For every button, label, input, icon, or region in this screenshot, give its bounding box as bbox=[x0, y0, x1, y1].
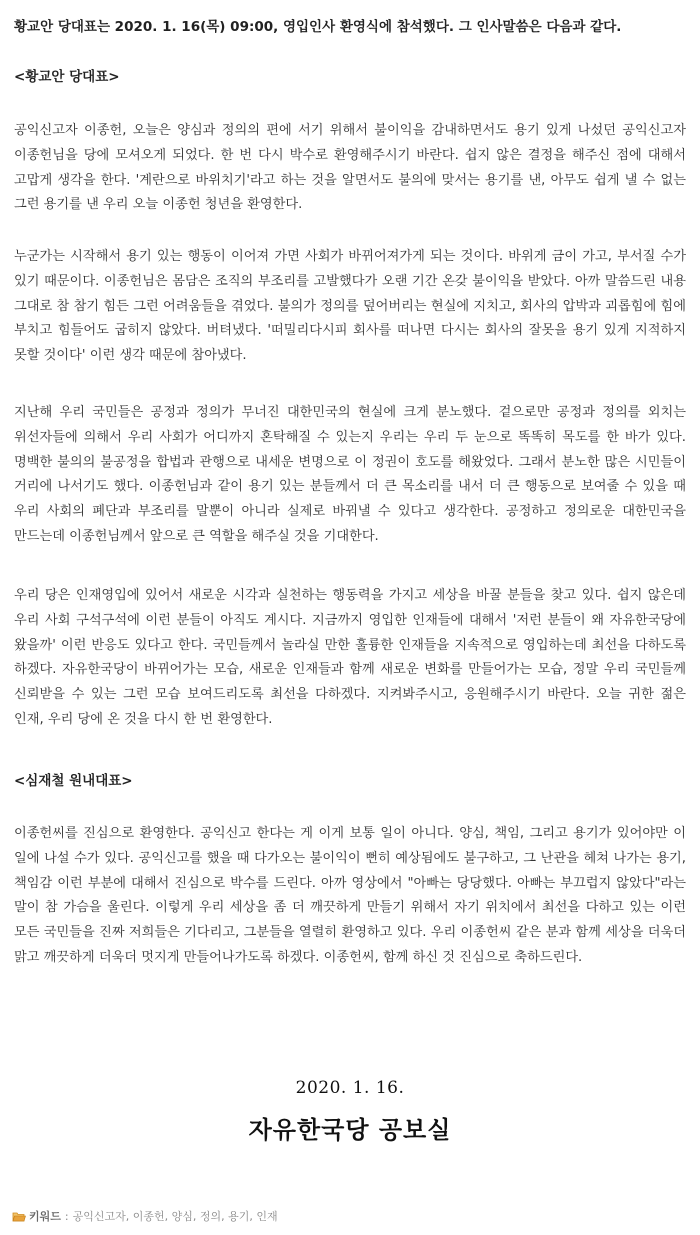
intro-sentence: 황교안 당대표는 2020. 1. 16(목) 09:00, 영입인사 환영식에 참석했다. 그 인사말씀은 다음과 같다. bbox=[14, 19, 622, 35]
issuing-organization: 자유한국당 공보실 bbox=[248, 1116, 452, 1144]
keywords-label: 키워드 bbox=[29, 1210, 61, 1223]
party-leader-paragraph-2: 누군가는 시작해서 용기 있는 행동이 이어져 가면 사회가 바뀌어져가게 되는 것이다. 바위게 금이 가고, 부서질 수가 있기 때문이다. 이종헌님은 몸담은 조직의 부조리를 고발했다가 오랜 기간 온갖 불이익을 받았다. 아까 말씀드린 내용 그대로 참 참기 힘든 그런 어려움들을 겪었다. 불의가 정의를 덮어버리는 현실에 지치고, 회사의 압박과 괴롭힘에 힘에 부치고 힘들어도 굽히지 않았다. 버텨냈다. '떠밀리다시피 회사를 떠나면 다시는 회사의 잘못을 용기 있게 지적하지 못할 것이다' 이런 생각 때문에 참아냈다. bbox=[14, 249, 686, 364]
keywords-separator: : bbox=[64, 1209, 69, 1223]
party-leader-paragraph-4: 우리 당은 인재영입에 있어서 새로운 시각과 실천하는 행동력을 가지고 세상을 바꿀 분들을 찾고 있다. 쉽지 않은데 우리 사회 구석구석에 이런 분들이 아직도 계시다. 지금까지 영입한 인재들에 대해서 '저런 분들이 왜 자유한국당에 왔을까' 이런 반응도 있다고 한다. 국민들께서 놀라실 만한 훌륭한 인재들을 지속적으로 영입하는데 최선을 다하도록 하겠다. 자유한국당이 바뀌어가는 모습, 새로운 인재들과 함께 새로운 변화를 만들어가는 모습, 정말 우리 국민들께 신뢰받을 수 있는 그런 모습 보여드리도록 최선을 다하겠다. 지켜봐주시고, 응원해주시기 바란다. 오늘 귀한 젊은 인재, 우리 당에 온 것을 다시 한 번 환영한다. bbox=[14, 588, 686, 727]
keywords-list: 공익신고자, 이종헌, 양심, 정의, 용기, 인재 bbox=[72, 1210, 278, 1223]
party-leader-paragraph-3: 지난해 우리 국민들은 공정과 정의가 무너진 대한민국의 현실에 크게 분노했다. 겉으로만 공정과 정의를 외치는 위선자들에 의해서 우리 사회가 어디까지 혼탁해질 수 있는지 우리는 우리 두 눈으로 똑똑히 목도를 한 바가 있다. 명백한 불의의 불공정을 합법과 관행으로 내세운 변명으로 이 정권이 호도를 해왔었다. 그래서 분노한 많은 시민들이 거리에 나서기도 했다. 이종헌님과 같이 용기 있는 분들께서 더 큰 목소리를 내서 더 큰 행동으로 보여줄 수 있을 때 우리 사회의 폐단과 부조리를 말뿐이 아니라 실제로 바꿔낼 수 있다고 생각한다. 공정하고 정의로운 대한민국을 만드는데 이종헌님께서 앞으로 큰 역할을 해주실 것을 기대한다. bbox=[14, 405, 686, 544]
section-heading-floor-leader: <심재철 원내대표> bbox=[14, 773, 133, 789]
folder-icon bbox=[12, 1211, 26, 1222]
party-leader-paragraph-1: 공익신고자 이종헌, 오늘은 양심과 정의의 편에 서기 위해서 불이익을 감내하면서도 용기 있게 나섰던 공익신고자 이종헌님을 당에 모셔오게 되었다. 한 번 다시 박수로 환영해주시기 바란다. 쉽지 않은 결정을 해주신 점에 대해서 고맙게 생각을 한다. '계란으로 바위치기'라고 하는 것을 알면서도 불의에 맞서는 용기를 낸, 아무도 쉽게 낼 수 없는 그런 용기를 낸 우리 오늘 이종헌 청년을 환영한다. bbox=[14, 123, 686, 213]
floor-leader-paragraph-1: 이종헌씨를 진심으로 환영한다. 공익신고 한다는 게 이게 보통 일이 아니다. 양심, 책임, 그리고 용기가 있어야만 이 일에 나설 수가 있다. 공익신고를 했을 때 다가오는 불이익이 뻔히 예상됨에도 불구하고, 그 난관을 헤쳐 나가는 용기, 책임감 이런 부분에 대해서 진심으로 박수를 드린다. 아까 영상에서 "아빠는 당당했다. 아빠는 부끄럽지 않았다"라는 말이 참 가슴을 울린다. 이렇게 우리 세상을 좀 더 깨끗하게 만들기 위해서 자기 위치에서 최선을 다하고 있는 이런 모든 국민들을 진짜 저희들은 기다리고, 그분들을 열렬히 환영하고 있다. 우리 이종헌씨 같은 분과 함께 세상을 더욱더 맑고 깨끗하게 더욱더 멋지게 만들어나가도록 하겠다. 이종헌씨, 함께 하신 것 진심으로 축하드린다. bbox=[14, 826, 686, 965]
release-date: 2020. 1. 16. bbox=[295, 1078, 405, 1098]
keywords-row bbox=[12, 1208, 278, 1224]
section-heading-party-leader: <황교안 당대표> bbox=[14, 69, 120, 85]
